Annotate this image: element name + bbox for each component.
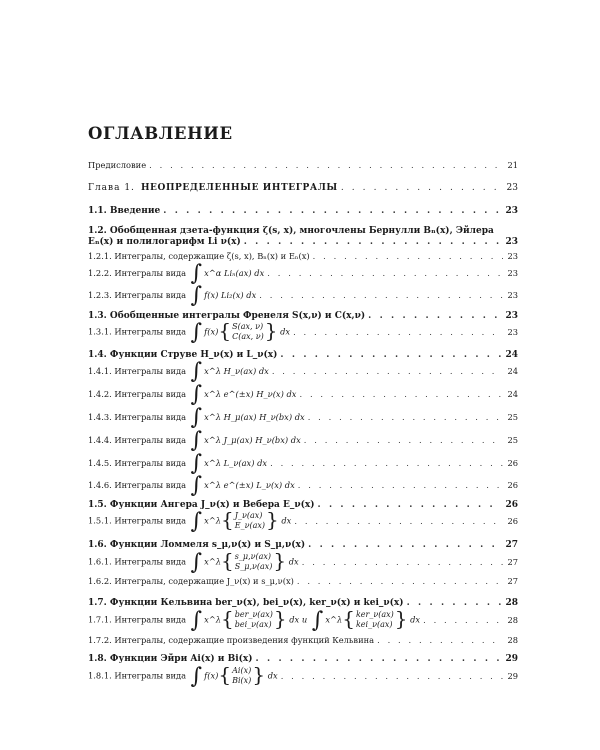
entry-label: 1.3.1. Интегралы вида bbox=[88, 326, 187, 337]
page-number: 23 bbox=[507, 326, 518, 337]
toc-entry-1-4-6[interactable] bbox=[88, 473, 518, 498]
page-number: 28 bbox=[505, 598, 518, 608]
page-number: 23 bbox=[506, 183, 518, 193]
entry-label: 1.6.1. Интегралы вида bbox=[88, 556, 187, 567]
formula: x^λ H_ν(ax) dx bbox=[204, 366, 269, 376]
integral-sign: ∫ bbox=[190, 451, 203, 476]
entry-label: 1.5. Функции Ангера J_ν(x) и Вебера E_ν(x) bbox=[88, 500, 315, 510]
toc-entry-1-6-2[interactable] bbox=[88, 576, 518, 587]
left-brace: { bbox=[221, 606, 234, 631]
chapter-title: НЕОПРЕДЕЛЕННЫЕ ИНТЕГРАЛЫ bbox=[140, 183, 338, 193]
page-number: 23 bbox=[507, 268, 518, 278]
right-brace: } bbox=[264, 318, 278, 343]
page-number: 26 bbox=[507, 480, 518, 490]
toc-entry-1-4-4[interactable] bbox=[88, 428, 518, 453]
toc-entry-1-1[interactable] bbox=[88, 206, 518, 217]
entry-label: 1.4.4. Интегралы вида bbox=[88, 435, 187, 445]
left-brace: { bbox=[221, 548, 234, 573]
page-number: 25 bbox=[507, 435, 518, 445]
toc-entry-1-7-2[interactable] bbox=[88, 635, 518, 646]
page-number: 27 bbox=[507, 556, 518, 567]
page-number: 24 bbox=[505, 350, 518, 360]
entry-label: 1.2.1. Интегралы, содержащие ζ(s, x), Bₙ(x) и Eₙ(x) bbox=[88, 251, 310, 261]
entry-label: 1.4.5. Интегралы вида bbox=[88, 458, 187, 468]
toc-entry-1-5-1[interactable]: 1.5.1. Интегралы вида ∫ x^λ{ J_ν(ax) E_ν(ax) } dx . . . 26 bbox=[88, 511, 518, 531]
integral-sign: ∫ bbox=[190, 663, 203, 689]
integral-sign: ∫ bbox=[190, 473, 203, 498]
entry-label: 1.2.3. Интегралы вида bbox=[88, 290, 187, 300]
toc-entry-1-3[interactable] bbox=[88, 311, 518, 322]
formula: x^α Liₙ(ax) dx bbox=[204, 268, 265, 278]
entry-label: 1.5.1. Интегралы вида bbox=[88, 515, 187, 526]
left-brace: { bbox=[218, 662, 232, 687]
entry-label: Предисловие bbox=[88, 160, 147, 170]
integral-sign: ∫ bbox=[190, 607, 203, 633]
page-number: 29 bbox=[505, 654, 518, 664]
page-number: 26 bbox=[507, 458, 518, 468]
entry-label: 1.8.1. Интегралы вида bbox=[88, 670, 187, 681]
toc-entry-1-6[interactable] bbox=[88, 540, 518, 551]
right-brace: } bbox=[252, 662, 266, 687]
entry-label: 1.6.2. Интегралы, содержащие J_ν(x) и s_μ,ν(x) bbox=[88, 576, 294, 586]
right-brace: } bbox=[266, 507, 279, 532]
toc-entry-1-3-1[interactable]: 1.3.1. Интегралы вида ∫ f(x){ S(ax, ν) C(ax, ν) } dx . . . 23 bbox=[88, 322, 518, 342]
formula: x^λ H_μ(ax) H_ν(bx) dx bbox=[204, 412, 305, 422]
integral-sign: ∫ bbox=[190, 382, 203, 407]
page-number: 23 bbox=[505, 237, 518, 247]
formula: x^λ L_ν(ax) dx bbox=[204, 458, 268, 468]
page-number: 28 bbox=[507, 614, 518, 625]
toc-entry-preface[interactable] bbox=[88, 160, 518, 171]
integral-sign: ∫ bbox=[190, 283, 203, 308]
formula-stack: ber_ν(ax) bei_ν(ax) bbox=[234, 610, 273, 629]
integral-sign: ∫ bbox=[190, 405, 203, 430]
formula: x^λ e^(±x) H_ν(x) dx bbox=[204, 389, 297, 399]
entry-label: 1.2.2. Интегралы вида bbox=[88, 268, 187, 278]
page-number: 23 bbox=[507, 290, 518, 300]
left-brace: { bbox=[342, 606, 355, 631]
right-brace: } bbox=[273, 548, 287, 573]
entry-label-line-1: 1.2. Обобщенная дзета-функция ζ(s, x), многочлены Бернулли Bₙ(x), Эйлера bbox=[88, 226, 494, 236]
toc-entry-1-4-5[interactable] bbox=[88, 451, 518, 476]
page-number: 27 bbox=[505, 540, 518, 550]
toc-entry-1-2-1[interactable] bbox=[88, 251, 518, 262]
toc-entry-1-7-1[interactable]: 1.7.1. Интегралы вида ∫ x^λ{ ber_ν(ax) bei_ν(ax) } dx и ∫ x^λ{ ker_ν(ax) kei_ν(ax) } dx . . . 28 bbox=[88, 610, 518, 630]
integral-sign: ∫ bbox=[190, 359, 203, 384]
formula-stack: s_μ,ν(ax) S_μ,ν(ax) bbox=[234, 552, 273, 571]
page-number: 21 bbox=[507, 160, 518, 170]
toc-entry-1-4-1[interactable] bbox=[88, 359, 518, 384]
toc-entry-1-6-1[interactable]: 1.6.1. Интегралы вида ∫ x^λ{ s_μ,ν(ax) S_μ,ν(ax) } dx . . . 27 bbox=[88, 552, 518, 572]
toc-entry-1-7[interactable] bbox=[88, 598, 518, 609]
left-brace: { bbox=[221, 507, 234, 532]
entry-label: 1.7.2. Интегралы, содержащие произведения функций Кельвина bbox=[88, 635, 375, 645]
right-brace: } bbox=[273, 606, 287, 631]
toc-entry-1-5[interactable] bbox=[88, 500, 518, 511]
page-number: 26 bbox=[505, 500, 518, 510]
formula: f(x) Li₂(x) dx bbox=[204, 290, 257, 300]
page-number: 24 bbox=[507, 366, 518, 376]
formula-stack: Ai(x) Bi(x) bbox=[232, 666, 252, 685]
integral-sign: ∫ bbox=[190, 428, 203, 453]
page-number: 28 bbox=[507, 635, 518, 645]
formula-stack: J_ν(ax) E_ν(ax) bbox=[234, 511, 265, 530]
entry-label: 1.4.6. Интегралы вида bbox=[88, 480, 187, 490]
formula-stack-2: ker_ν(ax) kei_ν(ax) bbox=[355, 610, 394, 629]
toc-entry-1-8-1[interactable]: 1.8.1. Интегралы вида ∫ f(x){ Ai(x) Bi(x) } dx . . . 29 bbox=[88, 666, 518, 686]
entry-label: 1.7.1. Интегралы вида bbox=[88, 614, 187, 625]
toc-entry-chapter-1[interactable] bbox=[88, 183, 518, 194]
page-number: 23 bbox=[505, 311, 518, 321]
integral-sign: ∫ bbox=[311, 607, 324, 633]
integral-sign: ∫ bbox=[190, 319, 203, 345]
page-number: 25 bbox=[507, 412, 518, 422]
toc-entry-1-2-3[interactable] bbox=[88, 283, 518, 308]
entry-label: 1.8. Функции Эйри Ai(x) и Bi(x) bbox=[88, 654, 253, 664]
page-number: 23 bbox=[505, 206, 518, 216]
formula-stack: S(ax, ν) C(ax, ν) bbox=[232, 322, 264, 341]
entry-label: 1.6. Функции Ломмеля s_μ,ν(x) и S_μ,ν(x) bbox=[88, 540, 306, 550]
entry-label-line-2: Eₙ(x) и полилогарифм Li ν(x) bbox=[88, 237, 241, 247]
page-number: 24 bbox=[507, 389, 518, 399]
toc-entry-1-4-3[interactable] bbox=[88, 405, 518, 430]
toc-entry-1-2-2[interactable] bbox=[88, 261, 518, 286]
entry-label: 1.1. Введение bbox=[88, 206, 161, 216]
page-number: 26 bbox=[507, 515, 518, 526]
entry-label: 1.4.3. Интегралы вида bbox=[88, 412, 187, 422]
toc-entry-1-2[interactable] bbox=[88, 226, 518, 248]
page-title: ОГЛАВЛЕНИЕ bbox=[88, 124, 233, 143]
toc-entry-1-4-2[interactable] bbox=[88, 382, 518, 407]
entry-label: 1.4. Функции Струве H_ν(x) и L_ν(x) bbox=[88, 350, 278, 360]
formula: x^λ e^(±x) L_ν(x) dx bbox=[204, 480, 295, 490]
left-brace: { bbox=[218, 318, 232, 343]
page-number: 29 bbox=[507, 670, 518, 681]
formula: x^λ J_μ(ax) H_ν(bx) dx bbox=[204, 435, 301, 445]
chapter-number: Глава 1. bbox=[88, 183, 135, 193]
right-brace: } bbox=[394, 606, 408, 631]
integral-sign: ∫ bbox=[190, 549, 203, 575]
integral-sign: ∫ bbox=[190, 508, 203, 534]
integral-sign: ∫ bbox=[190, 261, 203, 286]
page-number: 27 bbox=[507, 576, 518, 586]
entry-label: 1.7. Функции Кельвина ber_ν(x), bei_ν(x), ker_ν(x) и kei_ν(x) bbox=[88, 598, 404, 608]
entry-label: 1.4.1. Интегралы вида bbox=[88, 366, 187, 376]
page-number: 23 bbox=[507, 251, 518, 261]
entry-label: 1.4.2. Интегралы вида bbox=[88, 389, 187, 399]
toc-entry-1-4[interactable] bbox=[88, 350, 518, 361]
toc-entry-1-8[interactable] bbox=[88, 654, 518, 665]
entry-label: 1.3. Обобщенные интегралы Френеля S(x,ν) и C(x,ν) bbox=[88, 311, 366, 321]
